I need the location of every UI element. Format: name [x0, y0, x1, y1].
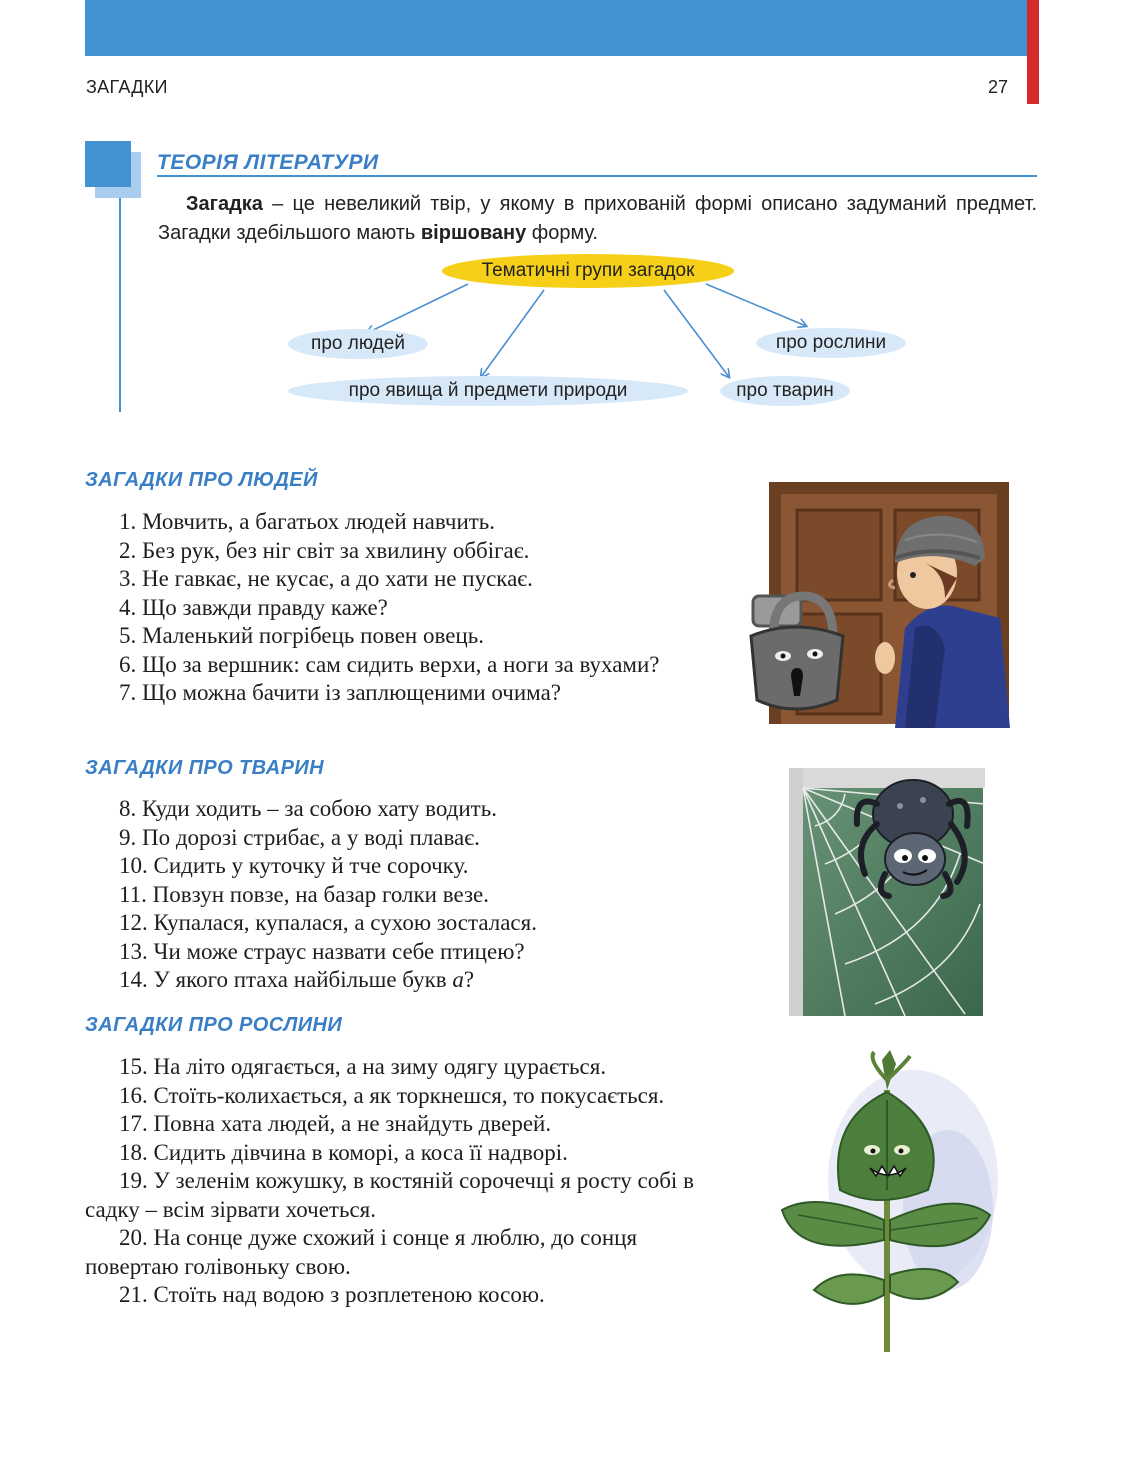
riddle-item: 1. Мовчить, а багатьох людей навчить. — [119, 509, 496, 534]
riddle-item: 20. На сонце дуже схожий і сонце я люблю, до сонця повертаю голівоньку свою. — [85, 1225, 638, 1279]
riddle-list-animals — [85, 795, 725, 995]
riddle-item: 19. У зеленім кожушку, в костяній сорочечці я росту собі в садку – всім зірвати хочеться. — [85, 1168, 694, 1222]
running-title: ЗАГАДКИ — [86, 77, 168, 97]
arrow-to-plants — [706, 284, 806, 326]
section-heading-animals: ЗАГАДКИ ПРО ТВАРИН — [85, 757, 324, 779]
page-number: 27 — [988, 77, 1009, 97]
section-heading-plants: ЗАГАДКИ ПРО РОСЛИНИ — [85, 1014, 343, 1036]
diagram-center-topic: Тематичні групи загадок — [442, 254, 734, 288]
arrow-to-nature — [481, 290, 544, 377]
riddle-item: 12. Купалася, купалася, а сухою зосталася. — [119, 910, 537, 935]
riddle-item — [85, 966, 725, 995]
definition-text-2: форму. — [526, 222, 598, 244]
theory-square — [85, 141, 131, 187]
definition-term: Загадка — [186, 193, 263, 215]
diagram-group-nature: про явища й предмети природи — [288, 376, 688, 406]
riddle-item: 11. Повзун повзе, на базар голки везе. — [119, 881, 489, 907]
riddle-item: 17. Повна хата людей, а не знайдуть дверей. — [119, 1111, 552, 1136]
theory-vertical-rule — [119, 198, 121, 412]
riddle-14-end: ? — [463, 967, 475, 992]
diagram-group-people: про людей — [288, 329, 428, 359]
riddle-item: 9. По дорозі стрибає, а у воді плаває. — [119, 824, 480, 850]
riddle-item: 5. Маленький погрібець повен овець. — [119, 623, 484, 648]
section-heading-people: ЗАГАДКИ ПРО ЛЮДЕЙ — [85, 469, 318, 491]
boy-door-lock-illustration — [745, 478, 1015, 728]
riddle-item: 15. На літо одягається, а на зиму одягу цурається. — [119, 1054, 607, 1079]
riddle-list-people — [85, 508, 713, 708]
riddle-item: 16. Стоїть-колихається, а як торкнешся, то покусається. — [119, 1082, 665, 1108]
riddle-item: 21. Стоїть над водою з розплетеною косою. — [119, 1282, 545, 1307]
riddle-item: 4. Що завжди правду каже? — [119, 594, 388, 620]
riddle-item: 8. Куди ходить – за собою хату водить. — [119, 796, 497, 821]
definition-bold-word: віршовану — [420, 222, 527, 244]
theory-title: ТЕОРІЯ ЛІТЕРАТУРИ — [157, 151, 379, 174]
page-edge-marker — [1027, 0, 1039, 104]
riddle-14-letter: а — [452, 967, 464, 992]
spider-web-illustration — [785, 764, 985, 1016]
riddle-item: 2. Без рук, без ніг світ за хвилину оббігає. — [119, 537, 530, 563]
riddle-item: 13. Чи може страус назвати себе птицею? — [119, 938, 525, 964]
diagram-group-plants: про рослини — [756, 328, 906, 358]
riddle-item: 18. Сидить дівчина в коморі, а коса її надворі. — [119, 1139, 568, 1165]
riddle-definition — [158, 190, 1037, 248]
arrow-to-animals — [664, 290, 729, 377]
riddle-item: 10. Сидить у куточку й тче сорочку. — [119, 853, 469, 878]
riddle-item: 7. Що можна бачити із заплющеними очима? — [119, 680, 561, 705]
riddle-list-plants — [85, 1053, 713, 1310]
arrow-to-people — [367, 284, 468, 333]
riddle-item: 3. Не гавкає, не кусає, а до хати не пускає. — [119, 566, 533, 591]
riddle-14-text: 14. У якого птаха найбільше букв — [119, 967, 453, 992]
riddle-item: 6. Що за вершник: сам сидить верхи, а ноги за вухами? — [119, 651, 660, 677]
definition-text-1: – це невеликий твір, у якому в прихованій формі описано задуманий предмет. Загадки здебільшого мають — [158, 193, 1037, 244]
theory-horizontal-rule — [157, 175, 1037, 177]
header-band — [85, 0, 1033, 56]
nettle-plant-illustration — [778, 1050, 998, 1352]
diagram-group-animals: про тварин — [720, 376, 850, 406]
